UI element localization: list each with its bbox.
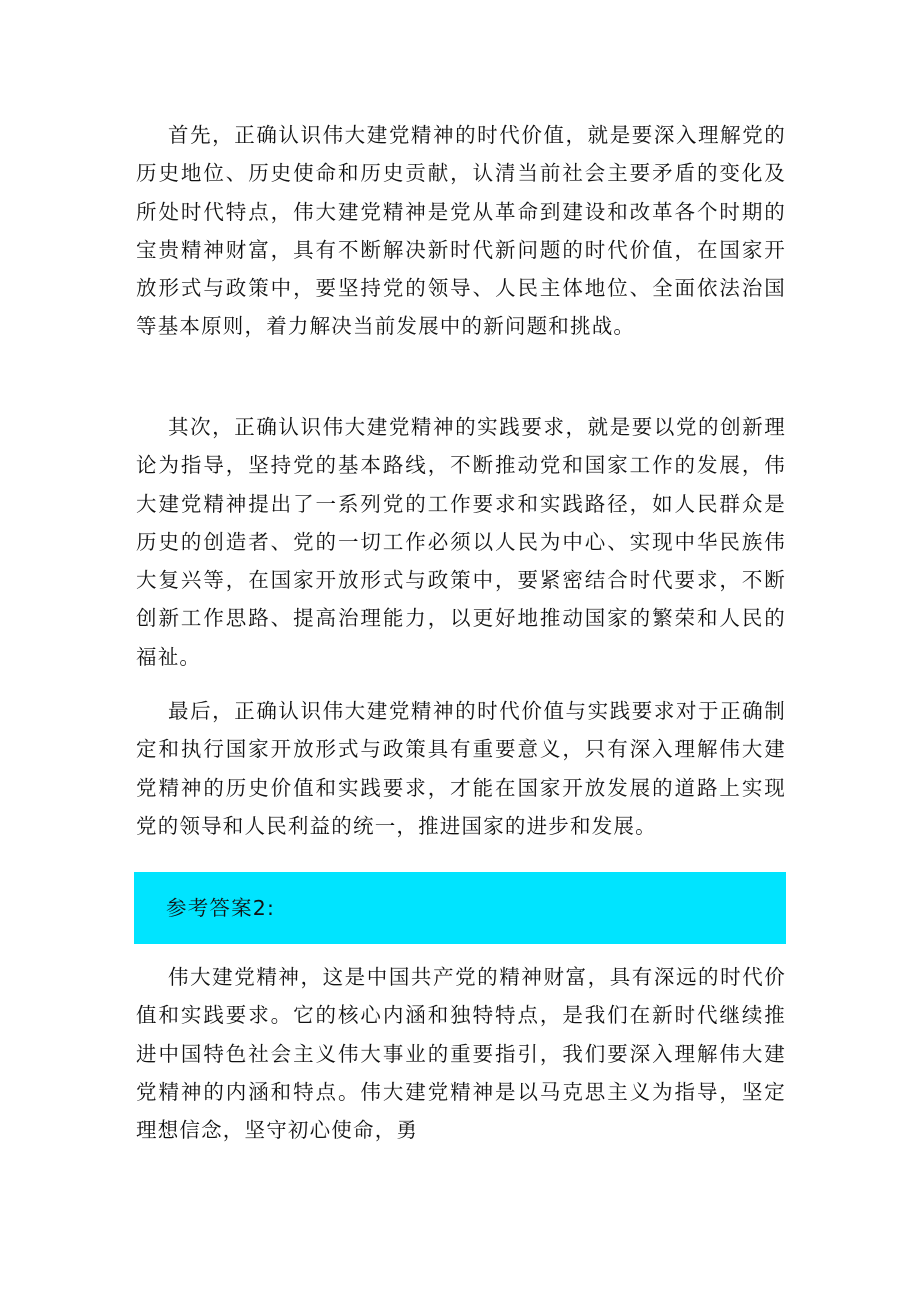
answer-heading-band xyxy=(134,872,786,944)
paragraph-answer-body: 伟大建党精神，这是中国共产党的精神财富，具有深远的时代价值和实践要求。它的核心内涵和独特特点，是我们在新时代继续推进中国特色社会主义伟大事业的重要指引，我们要深入理解伟大建党精神的内涵和特点。伟大建党精神是以马克思主义为指导，坚定理想信念，坚守初心使命，勇 xyxy=(136,965,786,1143)
paragraph-first-point: 首先，正确认识伟大建党精神的时代价值，就是要深入理解党的历史地位、历史使命和历史贡献，认清当前社会主要矛盾的变化及所处时代特点，伟大建党精神是党从革命到建设和改革各个时期的宝贵精神财富，具有不断解决新时代新问题的时代价值，在国家开放形式与政策中，要坚持党的领导、人民主体地位、全面依法治国等基本原则，着力解决当前发展中的新问题和挑战。 xyxy=(136,123,786,339)
paragraph-second-point: 其次，正确认识伟大建党精神的实践要求，就是要以党的创新理论为指导，坚持党的基本路线，不断推动党和国家工作的发展，伟大建党精神提出了一系列党的工作要求和实践路径，如人民群众是历史的创造者、党的一切工作必须以人民为中心、实现中华民族伟大复兴等，在国家开放形式与政策中，要紧密结合时代要求，不断创新工作思路、提高治理能力，以更好地推动国家的繁荣和人民的福祉。 xyxy=(136,415,786,669)
paragraph-final-point: 最后，正确认识伟大建党精神的时代价值与实践要求对于正确制定和执行国家开放形式与政策具有重要意义，只有深入理解伟大建党精神的历史价值和实践要求，才能在国家开放发展的道路上实现党的领导和人民利益的统一，推进国家的进步和发展。 xyxy=(136,699,786,838)
answer-heading: 参考答案2: xyxy=(166,896,276,920)
